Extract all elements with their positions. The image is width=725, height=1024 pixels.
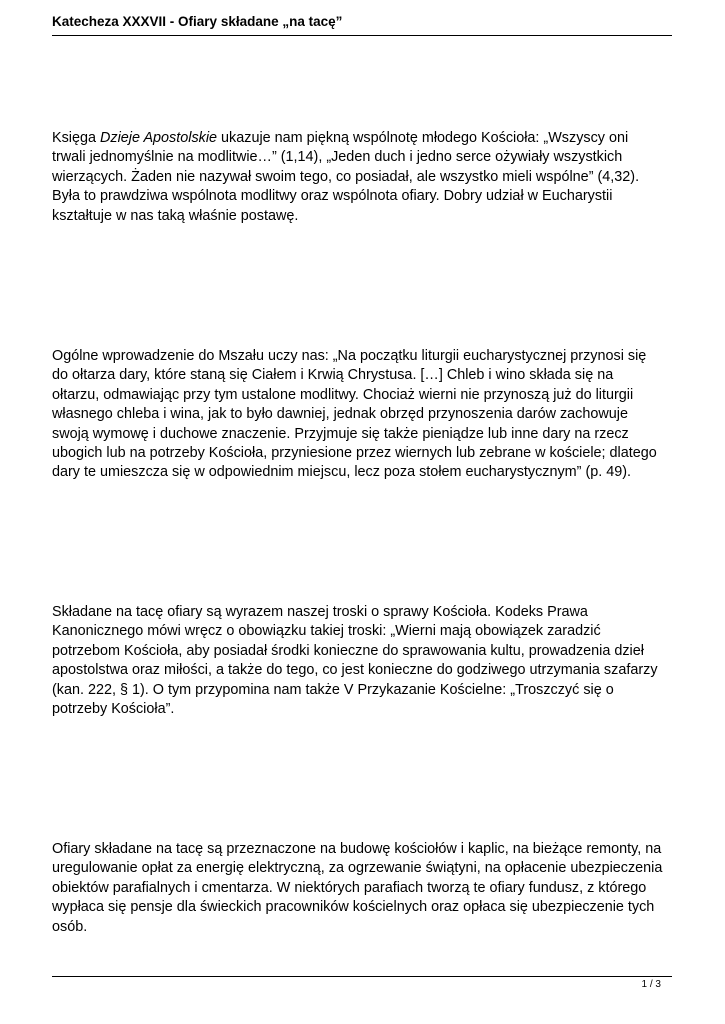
text-segment: własnego chleba i wina, jak to było dawniej, jednak obrzęd przynoszenia darów zachowuje [52, 406, 628, 423]
text-segment: Składane na tacę ofiary są wyrazem naszej troski o sprawy Kościoła. Kodeks Prawa [52, 604, 588, 620]
paragraph-line [52, 622, 677, 641]
paragraph-line [52, 405, 677, 424]
paragraph-line [52, 859, 677, 878]
text-segment: Ofiary składane na tacę są przeznaczone na budowę kościołów i kaplic, na bieżące remonty, na [52, 841, 662, 857]
paragraph-line [52, 129, 677, 148]
text-segment: kształtuje w nas taką właśnie postawę. [52, 207, 299, 224]
paragraph-line [52, 366, 677, 385]
page-number: 1 / 3 [641, 979, 661, 990]
text-segment: Księga [52, 130, 100, 146]
header-divider [52, 35, 672, 36]
paragraph-line [52, 879, 677, 898]
footer-divider [52, 976, 672, 977]
text-segment: wierzących. Żaden nie nazywał swoim tego, co posiadał, ale wszystko mieli wspólne” (4,32). [52, 168, 640, 185]
paragraph-line [52, 425, 677, 444]
text-segment: do ołtarza dary, które staną się Ciałem i Krwią Chrystusa. […] Chleb i wino składa się na [52, 367, 614, 384]
paragraph-line [52, 681, 677, 700]
text-segment: Ogólne wprowadzenie do Mszału uczy nas: „Na początku liturgii eucharystycznej przynosi się [52, 348, 647, 364]
paragraph-line [52, 444, 677, 463]
paragraph-line [52, 187, 677, 206]
text-segment: Kanonicznego mówi wręcz o obowiązku takiej troski: „Wierni mają obowiązek zaradzić [52, 623, 601, 640]
text-segment: osób. [52, 918, 88, 935]
text-segment: uregulowanie opłat za energię elektryczną, za ogrzewanie świątyni, na opłacenie ubezpieczenia [52, 860, 663, 877]
paragraph-line [52, 840, 677, 859]
paragraph-line [52, 168, 677, 187]
paragraph-missal-introduction [52, 347, 677, 483]
page-header-title: Katecheza XXXVII - Ofiary składane „na tacę” [52, 14, 343, 29]
text-segment: ubogich lub na potrzeby Kościoła, przyniesione przez wiernych lub zebrane w kościele; dlatego [52, 445, 657, 462]
paragraph-line [52, 463, 677, 482]
paragraph-line [52, 148, 677, 167]
text-segment: obiektów parafialnych i cmentarza. W niektórych parafiach tworzą te ofiary fundusz, z którego [52, 879, 647, 896]
text-segment: ołtarzu, odmawiając przy tym ustalone modlitwy. Chociaż wierni nie przynoszą już do liturgii [52, 386, 634, 403]
text-segment: (kan. 222, § 1). O tym przypomina nam także V Przykazanie Kościelne: „Troszczyć się o [52, 681, 614, 698]
paragraph-line [52, 918, 677, 937]
text-segment: Była to prawdziwa wspólnota modlitwy oraz wspólnota ofiary. Dobry udział w Eucharystii [52, 188, 613, 205]
text-segment: potrzeby Kościoła”. [52, 701, 175, 718]
paragraph-line [52, 347, 677, 366]
italic-book-title: Dzieje Apostolskie [100, 130, 218, 146]
paragraph-line [52, 207, 677, 226]
paragraph-canon-law [52, 603, 677, 719]
text-segment: dary te umieszcza się w odpowiednim miejscu, lecz poza stołem eucharystycznym” (p. 49). [52, 464, 632, 481]
paragraph-line [52, 898, 677, 917]
paragraph-line [52, 386, 677, 405]
text-segment: wypłaca się pensje dla świeckich pracowników kościelnych oraz opłaca się ubezpieczenie tych [52, 899, 655, 916]
paragraph-line [52, 661, 677, 680]
text-segment: trwali jednomyślnie na modlitwie…” (1,14), „Jeden duch i jedno serce ożywiały wszystkich [52, 149, 623, 166]
paragraph-line [52, 700, 677, 719]
paragraph-line [52, 642, 677, 661]
paragraph-line [52, 603, 677, 622]
text-segment: apostolstwa oraz miłości, a także do tego, co jest konieczne do godziwego utrzymania szafarzy [52, 662, 658, 679]
paragraph-acts-of-apostles [52, 129, 677, 226]
text-segment: swoją wymowę i duchowe znaczenie. Przyjmuje się także pieniądze lub inne dary na rzecz [52, 425, 629, 442]
paragraph-offering-purposes [52, 840, 677, 937]
text-segment: ukazuje nam piękną wspólnotę młodego Kościoła: „Wszyscy oni [217, 130, 629, 146]
text-segment: potrzebom Kościoła, aby posiadał środki konieczne do sprawowania kultu, prowadzenia dzieł [52, 642, 644, 659]
